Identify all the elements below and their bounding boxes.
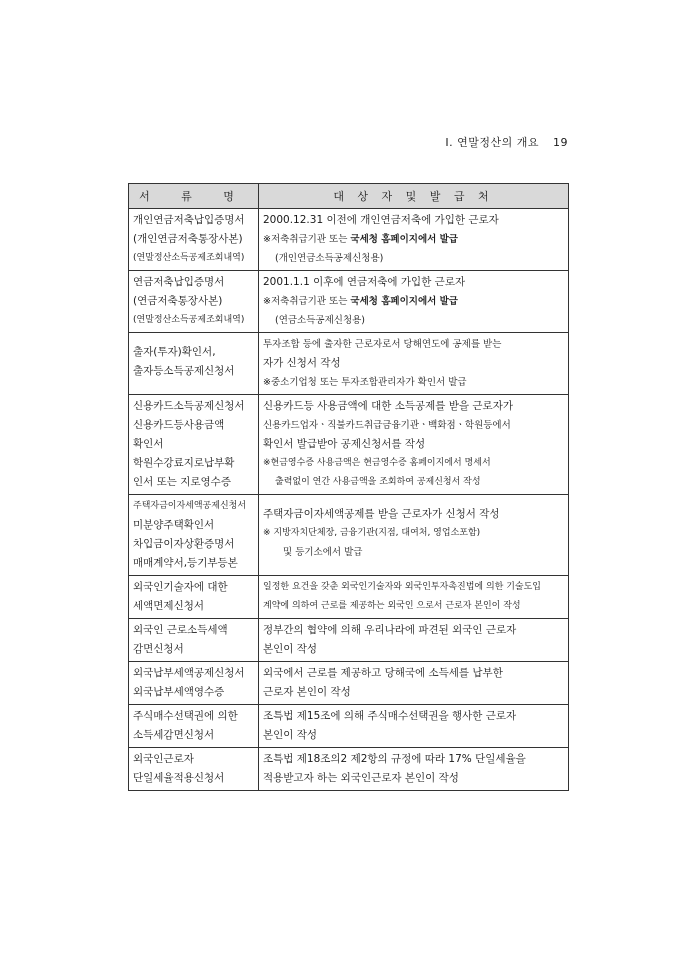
document-name: 단일세율적용신청서 xyxy=(133,772,225,784)
column-header-document: 서 류 명 xyxy=(129,184,259,209)
target-description: 확인서 발급받아 공제신청서를 작성 xyxy=(263,438,426,450)
target-description: 일정한 요건을 갖춘 외국인기술자와 외국인투자촉진법에 의한 기술도입 xyxy=(263,582,541,592)
target-cell xyxy=(259,662,569,705)
document-cell xyxy=(129,576,259,619)
target-description: 계약에 의하여 근로를 제공하는 외국인 으로서 근로자 본인이 작성 xyxy=(263,601,521,611)
target-description: 조특법 제18조의2 제2항의 규정에 따라 17% 단일세율을 xyxy=(263,753,526,765)
issuance-note xyxy=(263,230,564,249)
issuance-note: ※현금영수증 사용금액은 현금영수증 홈페이지에서 명세서 xyxy=(263,458,491,468)
table-row xyxy=(129,395,569,495)
document-cell xyxy=(129,271,259,333)
document-name: 미분양주택확인서 xyxy=(133,519,215,531)
target-description: 조특법 제15조에 의해 주식매수선택권을 행사한 근로자 xyxy=(263,710,517,722)
document-name: 신용카드등사용금액 xyxy=(133,419,225,431)
document-name: 외국납부세액영수증 xyxy=(133,686,225,698)
note-sub: (개인연금소득공제신청용) xyxy=(275,253,384,264)
note-text: ※저축취급기관 또는 xyxy=(263,234,351,245)
issuance-note: 및 등기소에서 발급 xyxy=(283,547,363,558)
target-description: 2001.1.1 이후에 연금저축에 가입한 근로자 xyxy=(263,276,466,288)
document-name: 신용카드소득공제신청서 xyxy=(133,400,245,412)
document-cell xyxy=(129,748,259,791)
table-row xyxy=(129,209,569,271)
issuance-note: ※중소기업청 또는 투자조합관리자가 확인서 발급 xyxy=(263,377,467,388)
table-row xyxy=(129,748,569,791)
target-cell xyxy=(259,495,569,576)
document-name: 인서 또는 지로영수증 xyxy=(133,476,231,488)
target-description: 외국에서 근로를 제공하고 당해국에 소득세를 납부한 xyxy=(263,667,503,679)
document-name: 외국인근로자 xyxy=(133,753,194,765)
document-name: (연말정산소득공제조회내역) xyxy=(133,253,245,263)
document-name: (연말정산소득공제조회내역) xyxy=(133,315,245,325)
target-cell xyxy=(259,271,569,333)
table-header-row xyxy=(129,184,569,209)
target-cell xyxy=(259,333,569,395)
document-cell xyxy=(129,619,259,662)
target-cell xyxy=(259,209,569,271)
document-cell xyxy=(129,705,259,748)
document-name: 주식매수선택권에 의한 xyxy=(133,710,238,722)
document-cell xyxy=(129,395,259,495)
document-name: (연금저축통장사본) xyxy=(133,295,223,307)
table-row xyxy=(129,619,569,662)
column-header-target: 대 상 자 및 발 급 처 xyxy=(259,184,569,209)
issuance-note: 출력없이 연간 사용금액을 조회하여 공제신청서 작성 xyxy=(275,477,481,487)
table-row xyxy=(129,333,569,395)
target-description: 신용카드등 사용금액에 대한 소득공제를 받을 근로자가 xyxy=(263,400,513,412)
table-row xyxy=(129,271,569,333)
document-name: 차입금이자상환증명서 xyxy=(133,538,235,550)
document-name: 외국인 근로소득세액 xyxy=(133,624,228,636)
document-table xyxy=(128,183,569,791)
target-description: 본인이 작성 xyxy=(263,643,318,655)
document-name: (개인연금저축통장사본) xyxy=(133,233,243,245)
target-cell xyxy=(259,705,569,748)
table-row xyxy=(129,495,569,576)
target-description: 주택자금이자세액공제를 받을 근로자가 신청서 작성 xyxy=(263,508,500,520)
note-emphasis: 국세청 홈페이지에서 발급 xyxy=(350,296,458,307)
target-description: 자가 신청서 작성 xyxy=(263,357,341,369)
document-cell xyxy=(129,662,259,705)
target-description: 근로자 본인이 작성 xyxy=(263,686,351,698)
document-name: 소득세감면신청서 xyxy=(133,729,215,741)
document-name: 출자(투자)확인서, xyxy=(133,346,216,358)
target-cell xyxy=(259,395,569,495)
target-description: 정부간의 협약에 의해 우리나라에 파견된 외국인 근로자 xyxy=(263,624,517,636)
note-text: ※저축취급기관 또는 xyxy=(263,296,351,307)
document-name: 연금저축납입증명서 xyxy=(133,276,225,288)
issuance-note xyxy=(263,292,564,311)
target-description: 투자조합 등에 출자한 근로자로서 당해연도에 공제를 받는 xyxy=(263,339,502,350)
document-name: 출자등소득공제신청서 xyxy=(133,365,235,377)
note-sub: (연금소득공제신청용) xyxy=(275,315,366,326)
document-name: 매매계약서,등기부등본 xyxy=(133,557,238,569)
document-name: 외국납부세액공제신청서 xyxy=(133,667,245,679)
document-name: 세액면제신청서 xyxy=(133,600,205,612)
document-cell xyxy=(129,333,259,395)
document-name: 외국인기술자에 대한 xyxy=(133,581,228,593)
table-row xyxy=(129,662,569,705)
target-description: 본인이 작성 xyxy=(263,729,318,741)
table-row xyxy=(129,576,569,619)
document-name: 개인연금저축납입증명서 xyxy=(133,214,245,226)
target-cell xyxy=(259,748,569,791)
page-header xyxy=(445,134,568,150)
page-number: 19 xyxy=(553,136,568,149)
document-cell xyxy=(129,495,259,576)
target-cell xyxy=(259,576,569,619)
target-cell xyxy=(259,619,569,662)
target-description: 적용받고자 하는 외국인근로자 본인이 작성 xyxy=(263,772,459,784)
document-name: 학원수강료지로납부확 xyxy=(133,457,235,469)
note-emphasis: 국세청 홈페이지에서 발급 xyxy=(350,234,458,245)
document-name: 주택자금이자세액공제신청서 xyxy=(133,501,247,511)
table-row xyxy=(129,705,569,748)
document-name: 감면신청서 xyxy=(133,643,184,655)
target-description: 신용카드업자ㆍ직불카드취급금융기관ㆍ백화점ㆍ학원등에서 xyxy=(263,420,511,431)
chapter-title: Ⅰ. 연말정산의 개요 xyxy=(445,136,539,149)
document-cell xyxy=(129,209,259,271)
target-description: 2000.12.31 이전에 개인연금저축에 가입한 근로자 xyxy=(263,214,499,226)
document-name: 확인서 xyxy=(133,438,164,450)
issuance-note: ※ 지방자치단체장, 금융기관(지점, 대여처, 영업소포함) xyxy=(263,528,481,538)
